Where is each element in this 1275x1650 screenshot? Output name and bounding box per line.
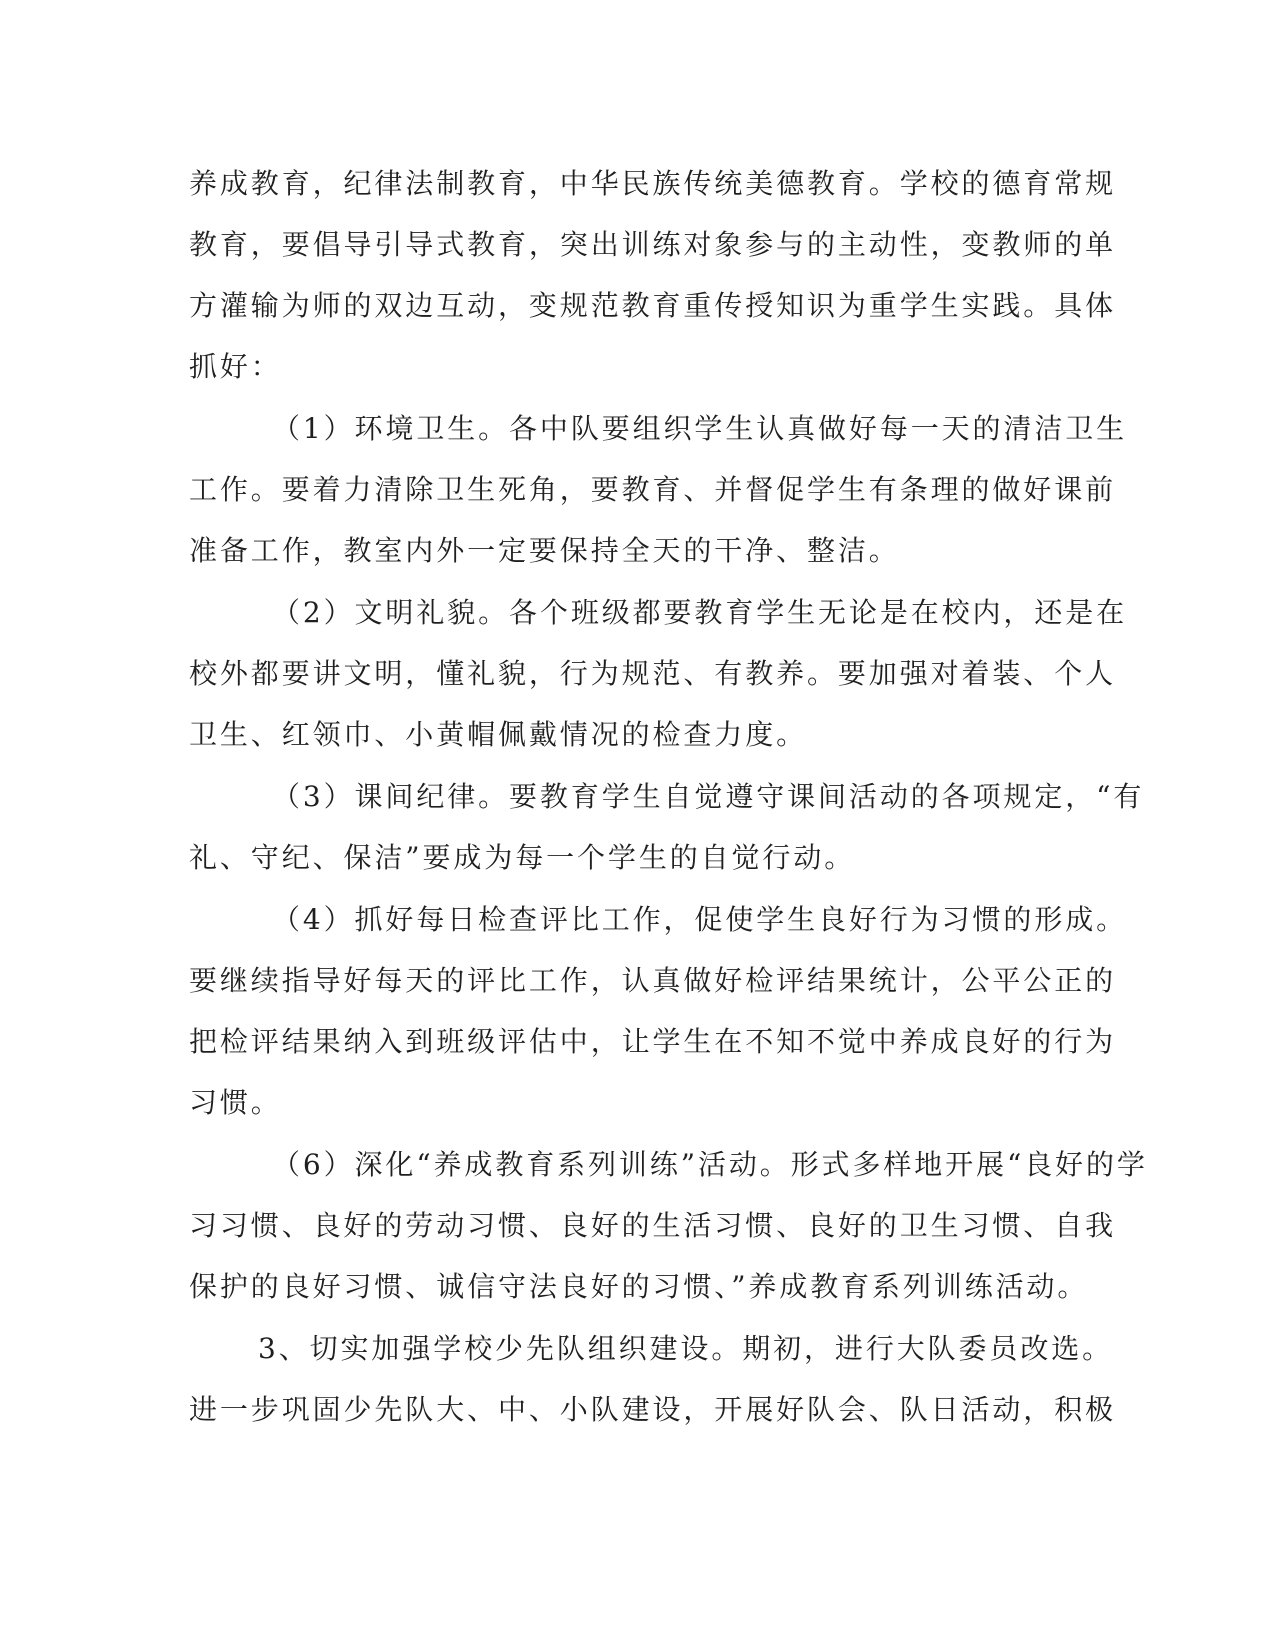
text-line: 把检评结果纳入到班级评估中，让学生在不知不觉中养成良好的行为 — [189, 1025, 1117, 1058]
text-line: 卫生、红领巾、小黄帽佩戴情况的检查力度。 — [189, 718, 808, 751]
text-line: 校外都要讲文明，懂礼貌，行为规范、有教养。要加强对着装、个人 — [189, 657, 1117, 690]
text-line: 养成教育，纪律法制教育，中华民族传统美德教育。学校的德育常规 — [189, 167, 1117, 200]
text-line: 进一步巩固少先队大、中、小队建设，开展好队会、队日活动，积极 — [189, 1393, 1117, 1426]
text-line: 习习惯、良好的劳动习惯、良好的生活习惯、良好的卫生习惯、自我 — [189, 1209, 1117, 1242]
text-line: 方灌输为师的双边互动，变规范教育重传授知识为重学生实践。具体 — [189, 289, 1117, 322]
paragraph-4-start: （4）抓好每日检查评比工作，促使学生良好行为习惯的形成。 — [272, 903, 1128, 936]
paragraph-6-start: （6）深化“养成教育系列训练”活动。形式多样地开展“良好的学 — [272, 1148, 1148, 1181]
paragraph-2-start: （2）文明礼貌。各个班级都要教育学生无论是在校内，还是在 — [272, 596, 1128, 629]
text-line: 礼、守纪、保洁”要成为每一个学生的自觉行动。 — [189, 841, 856, 874]
text-line: 准备工作，教室内外一定要保持全天的干净、整洁。 — [189, 534, 900, 567]
paragraph-3-start: （3）课间纪律。要教育学生自觉遵守课间活动的各项规定，“有 — [272, 780, 1145, 813]
text-line: 教育，要倡导引导式教育，突出训练对象参与的主动性，变教师的单 — [189, 228, 1117, 261]
text-line: 习惯。 — [189, 1086, 282, 1119]
text-line: 要继续指导好每天的评比工作，认真做好检评结果统计，公平公正的 — [189, 964, 1117, 997]
text-line: 保护的良好习惯、诚信守法良好的习惯、”养成教育系列训练活动。 — [189, 1270, 1089, 1303]
text-line: 抓好： — [189, 350, 282, 383]
section-3-start: 3、切实加强学校少先队组织建设。期初，进行大队委员改选。 — [258, 1332, 1114, 1365]
text-line: 工作。要着力清除卫生死角，要教育、并督促学生有条理的做好课前 — [189, 473, 1117, 506]
paragraph-1-start: （1）环境卫生。各中队要组织学生认真做好每一天的清洁卫生 — [272, 412, 1128, 445]
